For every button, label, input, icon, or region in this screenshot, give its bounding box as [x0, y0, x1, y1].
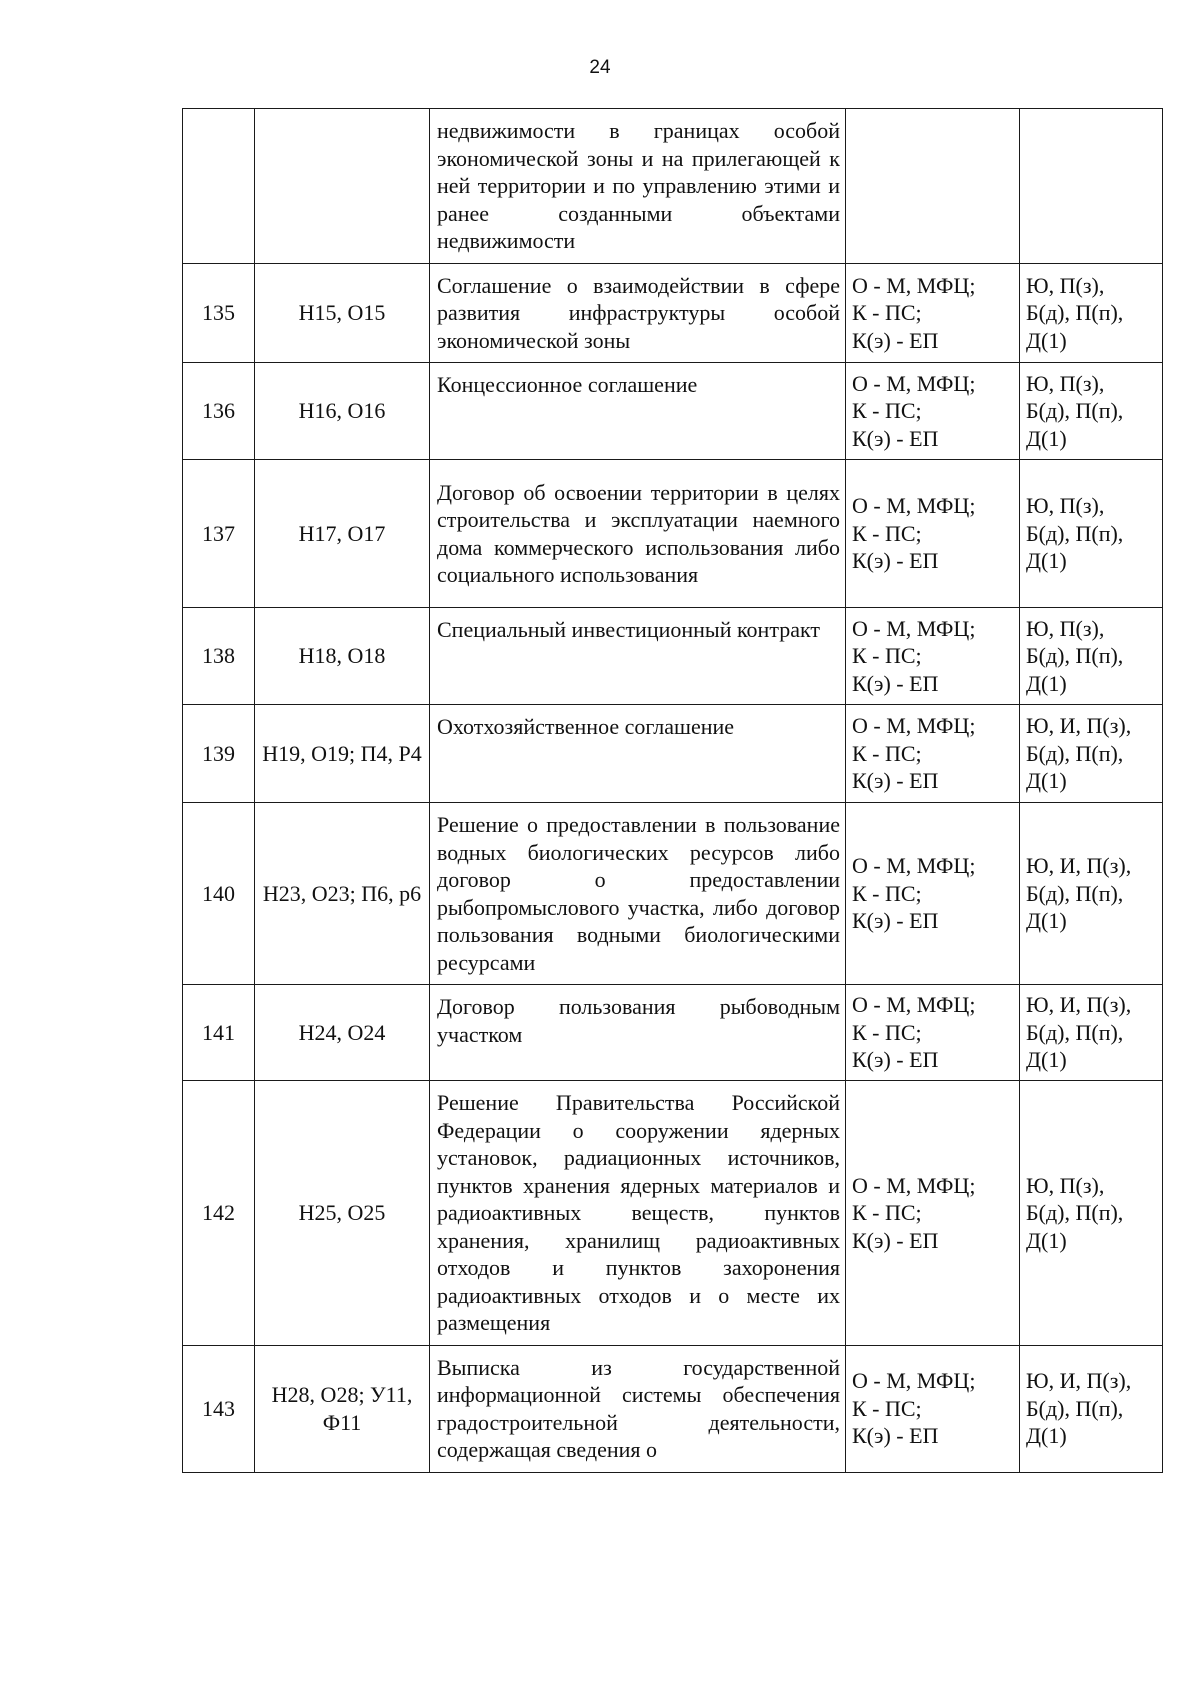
cell-line: Решение Правительства Российской Федерации о сооружении ядерных установок, радиационных источников, пунктов хранения ядерных материалов и радиоактивных веществ, пунктов хранения, хранилищ радиоактивных отходов и пунктов захоронения радиоактивных отходов и о месте их размещения — [437, 1090, 840, 1335]
cell-line: К - ПС; — [852, 398, 922, 424]
submission-method-cell — [846, 263, 1020, 363]
cell-line: Д(1) — [1026, 1423, 1067, 1449]
cell-line: К - ПС; — [852, 643, 922, 669]
cell-line: К(э) - ЕП — [852, 425, 939, 451]
cell-line: Б(д), П(п), — [1026, 300, 1124, 325]
cell-line: Б(д), П(п), — [1026, 520, 1124, 546]
cell-line: К(э) - ЕП — [852, 1047, 939, 1073]
document-name-cell — [430, 705, 846, 803]
applicant-type-cell — [1020, 803, 1163, 985]
cell-line: К(э) - ЕП — [852, 768, 939, 794]
document-code-cell: Н25, О25 — [255, 1081, 430, 1346]
cell-line: Охотхозяйственное соглашение — [437, 714, 735, 739]
cell-line: Ю, П(з), — [1026, 615, 1105, 641]
cell-line: Б(д), П(п), — [1026, 643, 1124, 669]
document-code-cell: Н16, О16 — [255, 363, 430, 460]
document-name-cell — [430, 109, 846, 264]
cell-line: К(э) - ЕП — [852, 670, 939, 696]
cell-line: Ю, И, П(з), — [1026, 853, 1132, 879]
cell-line: Б(д), П(п), — [1026, 1395, 1124, 1421]
document-name-cell — [430, 985, 846, 1081]
submission-method-cell — [846, 608, 1020, 705]
cell-line: О - М, МФЦ; — [852, 853, 976, 879]
table-row — [183, 985, 1163, 1081]
documents-table-body — [183, 109, 1163, 1473]
document-code-cell: Н28, О28; У11, Ф11 — [255, 1345, 430, 1472]
page-number: 24 — [589, 57, 611, 78]
cell-line: Ю, И, П(з), — [1026, 992, 1132, 1018]
cell-line: К - ПС; — [852, 520, 922, 546]
document-code-cell: Н15, О15 — [255, 263, 430, 363]
cell-line: К - ПС; — [852, 1395, 922, 1421]
table-row — [183, 608, 1163, 705]
applicant-type-cell — [1020, 363, 1163, 460]
table-row — [183, 803, 1163, 985]
submission-method-cell — [846, 705, 1020, 803]
applicant-type-cell — [1020, 109, 1163, 264]
cell-line: Д(1) — [1026, 1227, 1067, 1253]
row-number-cell: 143 — [183, 1345, 255, 1472]
cell-line: К - ПС; — [852, 1200, 922, 1225]
cell-line: О - М, МФЦ; — [852, 1368, 976, 1394]
row-number-cell: 137 — [183, 460, 255, 608]
cell-line: Д(1) — [1026, 425, 1067, 451]
table-row — [183, 705, 1163, 803]
document-name-cell — [430, 263, 846, 363]
table-row — [183, 263, 1163, 363]
row-number-cell: 136 — [183, 363, 255, 460]
cell-line: О - М, МФЦ; — [852, 493, 976, 519]
document-code-cell: Н23, О23; П6, р6 — [255, 803, 430, 985]
cell-line: К - ПС; — [852, 300, 922, 325]
submission-method-cell — [846, 985, 1020, 1081]
cell-line: О - М, МФЦ; — [852, 272, 976, 298]
row-number-cell — [183, 109, 255, 264]
cell-line: О - М, МФЦ; — [852, 713, 976, 739]
row-number-cell: 141 — [183, 985, 255, 1081]
submission-method-cell — [846, 109, 1020, 264]
row-number-cell: 140 — [183, 803, 255, 985]
cell-line: К(э) - ЕП — [852, 908, 939, 934]
applicant-type-cell — [1020, 705, 1163, 803]
cell-line: Д(1) — [1026, 768, 1067, 794]
cell-line: К - ПС; — [852, 740, 922, 766]
cell-line: К(э) - ЕП — [852, 1423, 939, 1449]
documents-table — [182, 108, 1163, 1473]
document-name-cell — [430, 460, 846, 608]
applicant-type-cell — [1020, 608, 1163, 705]
cell-line: О - М, МФЦ; — [852, 1172, 976, 1198]
cell-line: Ю, П(з), — [1026, 1172, 1105, 1198]
cell-line: Специальный инвестиционный контракт — [437, 617, 820, 642]
document-code-cell: Н17, О17 — [255, 460, 430, 608]
cell-line: Д(1) — [1026, 1047, 1067, 1073]
cell-line: К(э) - ЕП — [852, 327, 939, 353]
document-name-cell — [430, 803, 846, 985]
cell-line: Решение о предоставлении в пользование водных биологических ресурсов либо договор о предоставлении рыбопромыслового участка, либо договор пользования водными биологическими ресурсами — [437, 812, 840, 975]
cell-line: О - М, МФЦ; — [852, 615, 976, 641]
cell-line: Ю, И, П(з), — [1026, 713, 1132, 739]
cell-line: Д(1) — [1026, 908, 1067, 934]
table-row — [183, 109, 1163, 264]
table-row — [183, 460, 1163, 608]
cell-line: Ю, П(з), — [1026, 493, 1105, 519]
applicant-type-cell — [1020, 1345, 1163, 1472]
cell-line: Б(д), П(п), — [1026, 880, 1124, 906]
cell-line: Соглашение о взаимодействии в сфере развития инфраструктуры особой экономической зоны — [437, 272, 840, 353]
cell-line: Договор об освоении территории в целях строительства и эксплуатации наемного дома коммерческого использования либо социального использования — [437, 479, 840, 587]
applicant-type-cell — [1020, 985, 1163, 1081]
cell-line: Д(1) — [1026, 548, 1067, 574]
document-code-cell: Н24, О24 — [255, 985, 430, 1081]
document-name-cell — [430, 1081, 846, 1346]
applicant-type-cell — [1020, 460, 1163, 608]
cell-line: Выписка из государственной информационной системы обеспечения градостроительной деятельности, содержащая сведения о — [437, 1354, 840, 1462]
document-code-cell: Н19, О19; П4, Р4 — [255, 705, 430, 803]
applicant-type-cell — [1020, 1081, 1163, 1346]
submission-method-cell — [846, 1081, 1020, 1346]
cell-line: недвижимости в границах особой экономической зоны и на прилегающей к ней территории и по управлению этими и ранее созданными объектами недвижимости — [437, 118, 840, 253]
cell-line: К - ПС; — [852, 880, 922, 906]
row-number-cell: 135 — [183, 263, 255, 363]
cell-line: К - ПС; — [852, 1019, 922, 1045]
cell-line: Ю, П(з), — [1026, 272, 1105, 298]
row-number-cell: 138 — [183, 608, 255, 705]
submission-method-cell — [846, 460, 1020, 608]
cell-line: Б(д), П(п), — [1026, 740, 1124, 766]
cell-line: К(э) - ЕП — [852, 548, 939, 574]
document-name-cell — [430, 363, 846, 460]
row-number-cell: 139 — [183, 705, 255, 803]
cell-line: О - М, МФЦ; — [852, 992, 976, 1018]
cell-line: Ю, П(з), — [1026, 370, 1105, 396]
document-name-cell — [430, 608, 846, 705]
row-number-cell: 142 — [183, 1081, 255, 1346]
document-code-cell — [255, 109, 430, 264]
cell-line: Б(д), П(п), — [1026, 1019, 1124, 1045]
cell-line: Б(д), П(п), — [1026, 398, 1124, 424]
document-name-cell — [430, 1345, 846, 1472]
submission-method-cell — [846, 363, 1020, 460]
cell-line: О - М, МФЦ; — [852, 370, 976, 396]
cell-line: Концессионное соглашение — [437, 372, 698, 397]
table-row — [183, 1345, 1163, 1472]
table-row — [183, 363, 1163, 460]
cell-line: Договор пользования рыбоводным участком — [437, 994, 840, 1047]
applicant-type-cell — [1020, 263, 1163, 363]
table-row — [183, 1081, 1163, 1346]
cell-line: Д(1) — [1026, 327, 1067, 353]
document-code-cell: Н18, О18 — [255, 608, 430, 705]
cell-line: К(э) - ЕП — [852, 1227, 939, 1253]
submission-method-cell — [846, 803, 1020, 985]
submission-method-cell — [846, 1345, 1020, 1472]
cell-line: Ю, И, П(з), — [1026, 1368, 1132, 1394]
cell-line: Д(1) — [1026, 670, 1067, 696]
cell-line: Б(д), П(п), — [1026, 1200, 1124, 1225]
